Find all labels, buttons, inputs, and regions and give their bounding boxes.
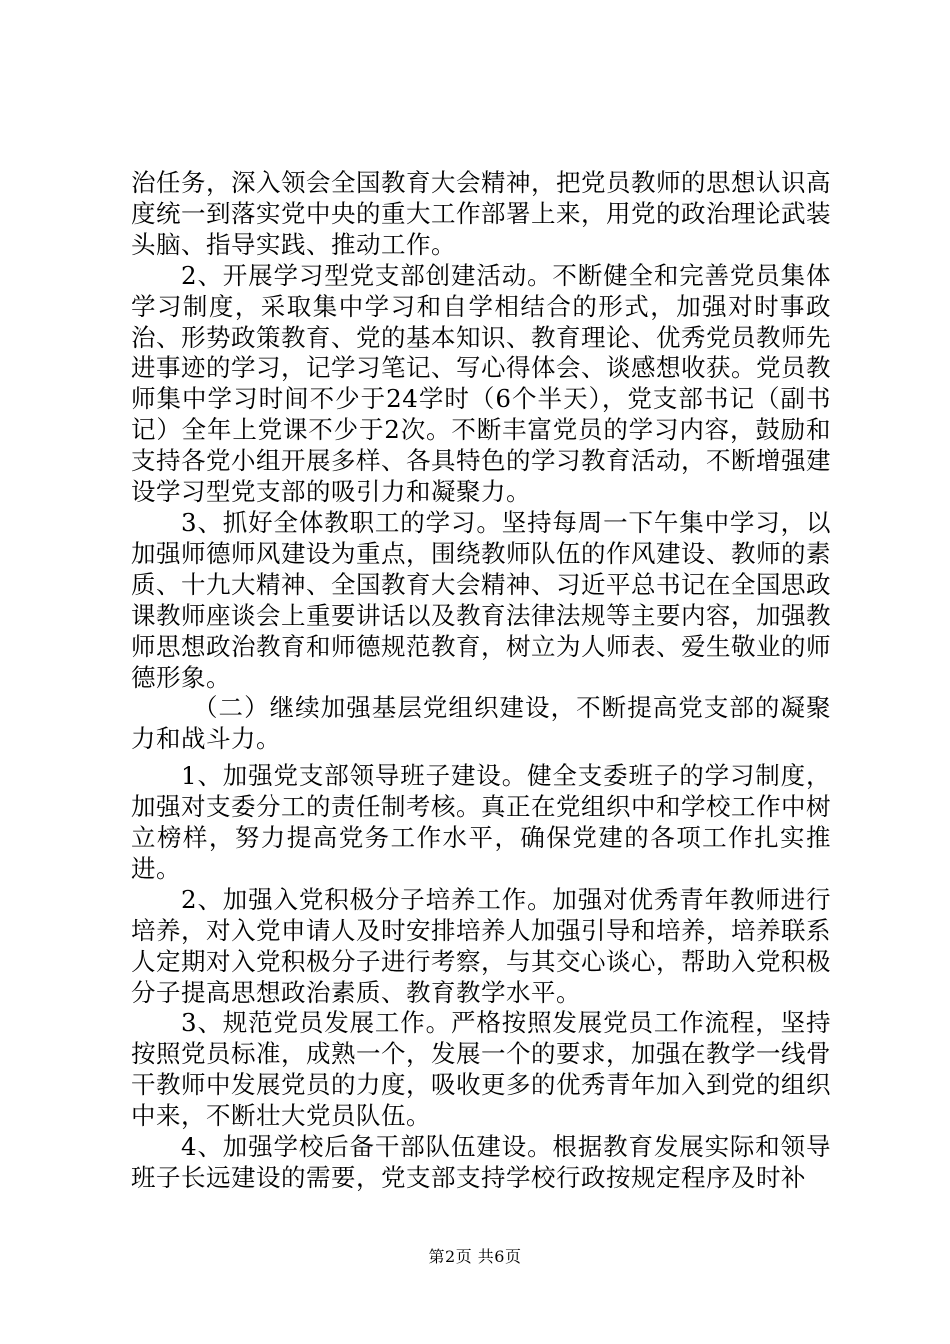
section-heading-2: （二）继续加强基层党组织建设，不断提高党支部的凝聚力和战斗力。 — [131, 693, 831, 754]
paragraph-item-3-staff-study: 3、抓好全体教职工的学习。坚持每周一下午集中学习，以加强师德师风建设为重点，围绕教师队伍的作风建设、教师的素质、十九大精神、全国教育大会精神、习近平总书记在全国思政课教师座谈会上重要讲话以及教育法律法规等主要内容，加强教师思想政治教育和师德规范教育，树立为人师表、爱生敬业的师德形象。 — [131, 507, 831, 692]
document-body — [131, 168, 831, 1194]
paragraph-item-1-leadership: 1、加强党支部领导班子建设。健全支委班子的学习制度，加强对支委分工的责任制考核。真正在党组织中和学校工作中树立榜样，努力提高党务工作水平，确保党建的各项工作扎实推进。 — [131, 761, 831, 883]
paragraph-item-3-member-development: 3、规范党员发展工作。严格按照发展党员工作流程，坚持按照党员标准，成熟一个，发展一个的要求，加强在教学一线骨干教师中发展党员的力度，吸收更多的优秀青年加入到党的组织中来，不断壮大党员队伍。 — [131, 1008, 831, 1131]
page-number-footer: 第2页 共6页 — [428, 1247, 522, 1266]
paragraph-item-2-activists: 2、加强入党积极分子培养工作。加强对优秀青年教师进行培养，对入党申请人及时安排培养人加强引导和培养，培养联系人定期对入党积极分子进行考察，与其交心谈心，帮助入党积极分子提高思想政治素质、教育教学水平。 — [131, 884, 831, 1007]
paragraph-continuation: 治任务，深入领会全国教育大会精神，把党员教师的思想认识高度统一到落实党中央的重大工作部署上来，用党的政治理论武装头脑、指导实践、推动工作。 — [131, 168, 831, 259]
paragraph-item-2-study-branch: 2、开展学习型党支部创建活动。不断健全和完善党员集体学习制度，采取集中学习和自学相结合的形式，加强对时事政治、形势政策教育、党的基本知识、教育理论、优秀党员教师先进事迹的学习，记学习笔记、写心得体会、谈感想收获。党员教师集中学习时间不少于24学时（6个半天），党支部书记（副书记）全年上党课不少于2次。不断丰富党员的学习内容，鼓励和支持各党小组开展多样、各具特色的学习教育活动，不断增强建设学习型党支部的吸引力和凝聚力。 — [131, 260, 831, 507]
paragraph-item-4-reserve-cadres: 4、加强学校后备干部队伍建设。根据教育发展实际和领导班子长远建设的需要，党支部支持学校行政按规定程序及时补 — [131, 1132, 831, 1192]
